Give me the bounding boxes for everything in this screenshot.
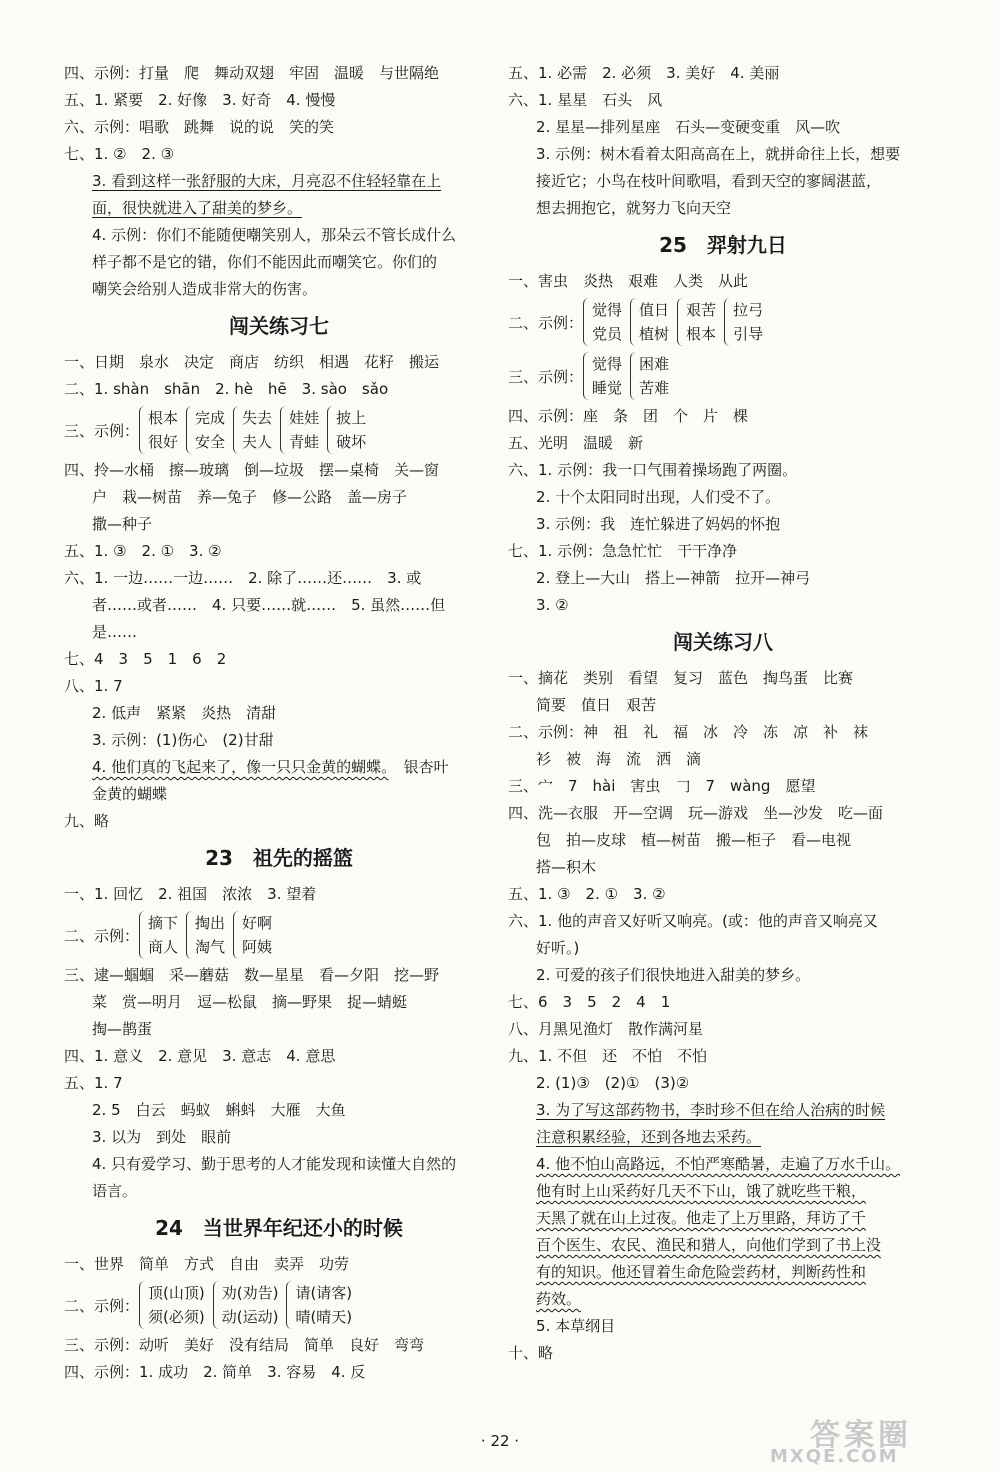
answer-line: 3. 示例：树木看着太阳高高在上，就拼命往上长，想要 [536, 145, 901, 163]
answer-line [64, 195, 494, 222]
answer-line: 六、示例：唱歌 跳舞 说的说 笑的笑 [64, 118, 335, 136]
answer-line: 2. 可爱的孩子们很快地进入甜美的梦乡。 [536, 966, 811, 984]
answer-line: 简要 值日 艰苦 [536, 696, 657, 714]
answer-line: 样子都不是它的错，你们不能因此而嘲笑它。你们的 [92, 253, 438, 271]
word-brace: 觉得 睡觉 [583, 352, 622, 400]
answer-line: 八、1. 7 [64, 677, 123, 695]
underlined-answer: 注意积累经验，还到各地去采药。 [536, 1128, 762, 1146]
answer-line: 六、1. 一边……一边…… 2. 除了……还…… 3. 或 [64, 569, 422, 587]
word-brace: 劝(劝告) 动(运动) [213, 1281, 279, 1329]
answer-line [508, 1259, 938, 1286]
answer-line: 三、示例：动听 美好 没有结局 简单 良好 弯弯 [64, 1336, 425, 1354]
section-heading: 23 祖先的摇篮 [205, 846, 353, 870]
underlined-answer: 药效。 [536, 1290, 582, 1308]
underlined-answer: 他有时上山采药好几天不下山，饿了就吃些干粮， [536, 1182, 867, 1200]
answer-line: 2. 5 白云 蚂蚁 蝌蚪 大雁 大鱼 [92, 1101, 346, 1119]
answer-line: 七、1. ② 2. ③ [64, 145, 175, 163]
word-brace: 披上 破坏 [327, 406, 366, 454]
answer-line [508, 1151, 938, 1178]
word-brace: 根本 很好 [139, 406, 178, 454]
answer-line: 2. 十个太阳同时出现，人们受不了。 [536, 488, 781, 506]
answer-line: 2. 星星—排列星座 石头—变硬变重 风—吹 [536, 118, 841, 136]
answer-line: 好听。) [536, 939, 580, 957]
answer-line: 四、拎—水桶 擦—玻璃 倒—垃圾 摆—桌椅 关—窗 [64, 461, 440, 479]
answer-line: 五、光明 温暖 新 [508, 434, 644, 452]
brace-group-row [64, 403, 494, 457]
section-heading: 24 当世界年纪还小的时候 [155, 1216, 403, 1240]
item-label: 二、示例： [508, 313, 584, 332]
answer-line: 4. 只有爱学习、勤于思考的人才能发现和读懂大自然的 [92, 1155, 457, 1173]
underlined-answer: 有的知识。他还冒着生命危险尝药材，判断药性和 [536, 1263, 867, 1281]
left-column [64, 60, 494, 1386]
answer-line [508, 1232, 938, 1259]
word-brace: 娃娃 青蛙 [280, 406, 319, 454]
answer-line: 七、1. 示例：急急忙忙 干干净净 [508, 542, 738, 560]
answer-line: 3. 示例：(1)伤心 (2)甘甜 [92, 731, 274, 749]
answer-line: 2. (1)③ (2)① (3)② [536, 1074, 690, 1092]
answer-line [508, 1178, 938, 1205]
word-brace: 完成 安全 [186, 406, 225, 454]
answer-line: 四、示例：打量 爬 舞动双翅 牢固 温暖 与世隔绝 [64, 64, 440, 82]
answer-line: 二、1. shàn shān 2. hè hē 3. sào sǎo [64, 380, 389, 398]
answer-line: 二、示例：神 祖 礼 福 冰 冷 冻 凉 补 袜 [508, 723, 869, 741]
answer-line: 五、1. 紧要 2. 好像 3. 好奇 4. 慢慢 [64, 91, 336, 109]
answer-line: 想去拥抱它，就努力飞向天空 [536, 199, 732, 217]
answer-line: 五、1. 7 [64, 1074, 123, 1092]
section-heading: 闯关练习八 [673, 630, 773, 654]
word-brace: 困难 苦难 [630, 352, 669, 400]
answer-line: 接近它；小鸟在枝叶间歌唱，看到天空的寥阔湛蓝， [536, 172, 882, 190]
answer-line: 语言。 [92, 1182, 138, 1200]
word-brace: 拉弓 引导 [724, 298, 763, 346]
answer-line: 户 栽—树苗 养—兔子 修—公路 盖—房子 [92, 488, 408, 506]
item-label: 三、示例： [64, 421, 140, 440]
answer-line: 五、1. ③ 2. ① 3. ② [64, 542, 222, 560]
answer-line: 3. 示例：我 连忙躲进了妈妈的怀抱 [536, 515, 781, 533]
answer-line: 撒—种子 [92, 515, 153, 533]
answer-line: 五、1. ③ 2. ① 3. ② [508, 885, 666, 903]
answer-line: 四、洗—衣服 开—空调 玩—游戏 坐—沙发 吃—面 [508, 804, 884, 822]
word-brace: 值日 植树 [630, 298, 669, 346]
answer-line: 2. 低声 紧紧 炎热 清甜 [92, 704, 277, 722]
answer-line: 七、6 3 5 2 4 1 [508, 993, 671, 1011]
answer-line: 5. 本草纲目 [536, 1317, 616, 1335]
underlined-answer: 面，很快就进入了甜美的梦乡。 [92, 199, 303, 217]
answer-line [508, 1286, 938, 1313]
answer-line: 七、4 3 5 1 6 2 [64, 650, 227, 668]
answer-line: 一、世界 简单 方式 自由 卖弄 功劳 [64, 1255, 350, 1273]
underlined-answer: 百个医生、农民、渔民和猎人，向他们学到了书上没 [536, 1236, 882, 1254]
item-label: 二、示例： [64, 926, 140, 945]
underlined-answer: 4. 他们真的飞起来了，像一只只金黄的蝴蝶。 [92, 758, 389, 776]
answer-line: 一、日期 泉水 决定 商店 纺织 相遇 花籽 搬运 [64, 353, 440, 371]
answer-line: 3. 以为 到处 眼前 [92, 1128, 232, 1146]
answer-line: 金黄的蝴蝶 [92, 785, 168, 803]
answer-line: 九、略 [64, 812, 110, 830]
answer-line: 四、示例：1. 成功 2. 简单 3. 容易 4. 反 [64, 1363, 366, 1381]
answer-line: 四、示例：座 条 团 个 片 棵 [508, 407, 749, 425]
word-brace: 觉得 党员 [583, 298, 622, 346]
answer-line [508, 1097, 938, 1124]
answer-line: 九、1. 不但 还 不怕 不怕 [508, 1047, 708, 1065]
word-brace: 艰苦 根本 [677, 298, 716, 346]
answer-line: 一、害虫 炎热 艰难 人类 从此 [508, 272, 749, 290]
item-label: 二、示例： [64, 1296, 140, 1315]
right-column [508, 60, 938, 1367]
answer-line: 五、1. 必需 2. 必须 3. 美好 4. 美丽 [508, 64, 780, 82]
answer-line: 4. 示例：你们不能随便嘲笑别人，那朵云不管长成什么 [92, 226, 457, 244]
answer-line: 掏—鹊蛋 [92, 1020, 153, 1038]
word-brace: 顶(山顶) 须(必须) [139, 1281, 205, 1329]
word-brace: 掏出 淘气 [186, 911, 225, 959]
page-number: · 22 · [480, 1432, 520, 1450]
answer-line: 六、1. 他的声音又好听又响亮。(或：他的声音又响亮又 [508, 912, 878, 930]
section-heading: 25 羿射九日 [659, 233, 787, 257]
answer-line [508, 1205, 938, 1232]
word-brace: 摘下 商人 [139, 911, 178, 959]
answer-text: 银杏叶 [388, 758, 449, 776]
brace-group-row [64, 1278, 494, 1332]
answer-line: 搭—积木 [536, 858, 597, 876]
brace-group-row [508, 295, 938, 349]
answer-line [508, 1124, 938, 1151]
answer-line: 是…… [92, 623, 138, 641]
answer-line: 一、摘花 类别 看望 复习 蓝色 掏鸟蛋 比赛 [508, 669, 854, 687]
answer-line: 六、1. 示例：我一口气围着操场跑了两圈。 [508, 461, 798, 479]
answer-line: 三、宀 7 hài 害虫 𠃌 7 wàng 愿望 [508, 777, 816, 795]
word-brace: 好啊 阿姨 [233, 911, 272, 959]
watermark-logo: 答案圈 MXQE.COM [770, 1418, 912, 1467]
brace-group-row [64, 908, 494, 962]
word-brace: 失去 夫人 [233, 406, 272, 454]
answer-line: 六、1. 星星 石头 风 [508, 91, 663, 109]
underlined-answer: 3. 看到这样一张舒服的大床，月亮忍不住轻轻靠在上 [92, 172, 442, 190]
answer-line: 包 拍—皮球 植—树苗 搬—柜子 看—电视 [536, 831, 852, 849]
answer-line: 嘲笑会给别人造成非常大的伤害。 [92, 280, 318, 298]
underlined-answer: 4. 他不怕山高路远，不怕严寒酷暑，走遍了万水千山。 [536, 1155, 901, 1173]
brace-group-row [508, 349, 938, 403]
answer-line: 者……或者…… 4. 只要……就…… 5. 虽然……但 [92, 596, 446, 614]
answer-line: 三、逮—蝈蝈 采—蘑菇 数—星星 看—夕阳 挖—野 [64, 966, 440, 984]
answer-line: 2. 登上—大山 搭上—神箭 拉开—神弓 [536, 569, 811, 587]
answer-line: 衫 被 海 流 洒 滴 [536, 750, 702, 768]
word-brace: 请(请客) 晴(晴天) [286, 1281, 352, 1329]
answer-line: 3. ② [536, 596, 569, 614]
answer-line: 菜 赏—明月 逗—松鼠 摘—野果 捉—蜻蜓 [92, 993, 408, 1011]
item-label: 三、示例： [508, 367, 584, 386]
underlined-answer: 天黑了就在山上过夜。他走了上万里路，拜访了千 [536, 1209, 867, 1227]
answer-line: 四、1. 意义 2. 意见 3. 意志 4. 意思 [64, 1047, 336, 1065]
answer-line: 一、1. 回忆 2. 祖国 浓浓 3. 望着 [64, 885, 317, 903]
answer-line [64, 168, 494, 195]
answer-line [64, 754, 494, 781]
section-heading: 闯关练习七 [229, 314, 329, 338]
answer-line: 八、月黑见渔灯 散作满河星 [508, 1020, 704, 1038]
underlined-answer: 3. 为了写这部药物书，李时珍不但在给人治病的时候 [536, 1101, 886, 1119]
answer-line: 十、略 [508, 1344, 554, 1362]
